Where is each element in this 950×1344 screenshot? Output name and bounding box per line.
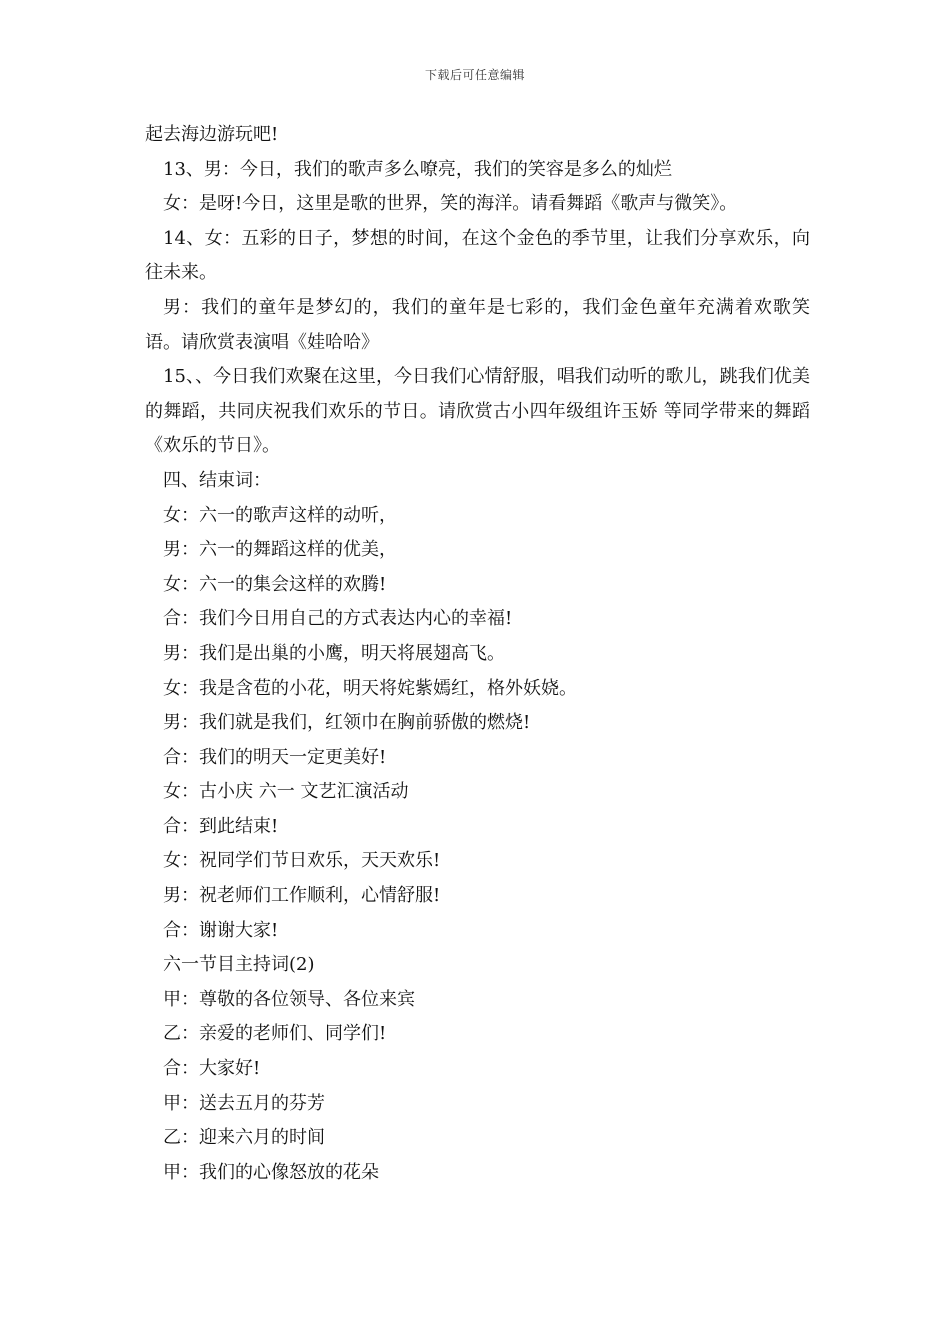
dialogue-line: 合：我们的明天一定更美好! bbox=[163, 746, 387, 768]
section-heading: 六一节目主持词(2) bbox=[163, 954, 315, 976]
dialogue-line: 合：到此结束! bbox=[163, 815, 279, 837]
dialogue-line: 甲：我们的心像怒放的花朵 bbox=[163, 1161, 379, 1183]
paragraph: 15、、今日我们欢聚在这里，今日我们心情舒服，唱我们动听的歌儿，跳我们优美的舞蹈，共同庆祝我们欢乐的节日。请欣赏古小四年级组许玉娇 等同学带来的舞蹈《欢乐的节日》。 bbox=[145, 366, 810, 457]
paragraph: 起去海边游玩吧! bbox=[145, 124, 279, 145]
paragraph: 14、女：五彩的日子，梦想的时间，在这个金色的季节里，让我们分享欢乐，向往未来。 bbox=[145, 227, 810, 284]
document-body bbox=[145, 118, 810, 1190]
dialogue-line: 乙：亲爱的老师们、同学们! bbox=[163, 1023, 387, 1045]
dialogue-line: 女：六一的集会这样的欢腾! bbox=[163, 573, 387, 595]
dialogue-line: 乙：迎来六月的时间 bbox=[163, 1127, 325, 1149]
paragraph: 男：我们的童年是梦幻的，我们的童年是七彩的，我们金色童年充满着欢歌笑语。请欣赏表演唱《娃哈哈》 bbox=[145, 296, 810, 353]
paragraph: 女：是呀!今日，这里是歌的世界，笑的海洋。请看舞蹈《歌声与微笑》。 bbox=[163, 193, 738, 215]
section-heading: 四、结束词： bbox=[163, 469, 271, 491]
dialogue-line: 合：我们今日用自己的方式表达内心的幸福! bbox=[163, 608, 513, 630]
dialogue-line: 女：六一的歌声这样的动听， bbox=[163, 504, 397, 526]
dialogue-line: 男：祝老师们工作顺利，心情舒服! bbox=[163, 885, 441, 907]
dialogue-line: 男：我们就是我们，红领巾在胸前骄傲的燃烧! bbox=[163, 712, 531, 734]
dialogue-line: 女：古小庆 六一 文艺汇演活动 bbox=[163, 781, 409, 803]
dialogue-line: 甲：送去五月的芬芳 bbox=[163, 1092, 325, 1114]
dialogue-line: 男：六一的舞蹈这样的优美， bbox=[163, 539, 397, 561]
dialogue-line: 男：我们是出巢的小鹰，明天将展翅高飞。 bbox=[163, 642, 505, 664]
dialogue-line: 合：谢谢大家! bbox=[163, 919, 279, 941]
dialogue-line: 甲：尊敬的各位领导、各位来宾 bbox=[163, 988, 415, 1010]
page-header: 下载后可任意编辑 bbox=[424, 68, 525, 82]
dialogue-line: 女：我是含苞的小花，明天将姹紫嫣红，格外妖娆。 bbox=[163, 677, 577, 699]
dialogue-line: 合：大家好! bbox=[163, 1058, 261, 1080]
dialogue-line: 女：祝同学们节日欢乐，天天欢乐! bbox=[163, 850, 441, 872]
paragraph: 13、男：今日，我们的歌声多么嘹亮，我们的笑容是多么的灿烂 bbox=[163, 158, 672, 180]
